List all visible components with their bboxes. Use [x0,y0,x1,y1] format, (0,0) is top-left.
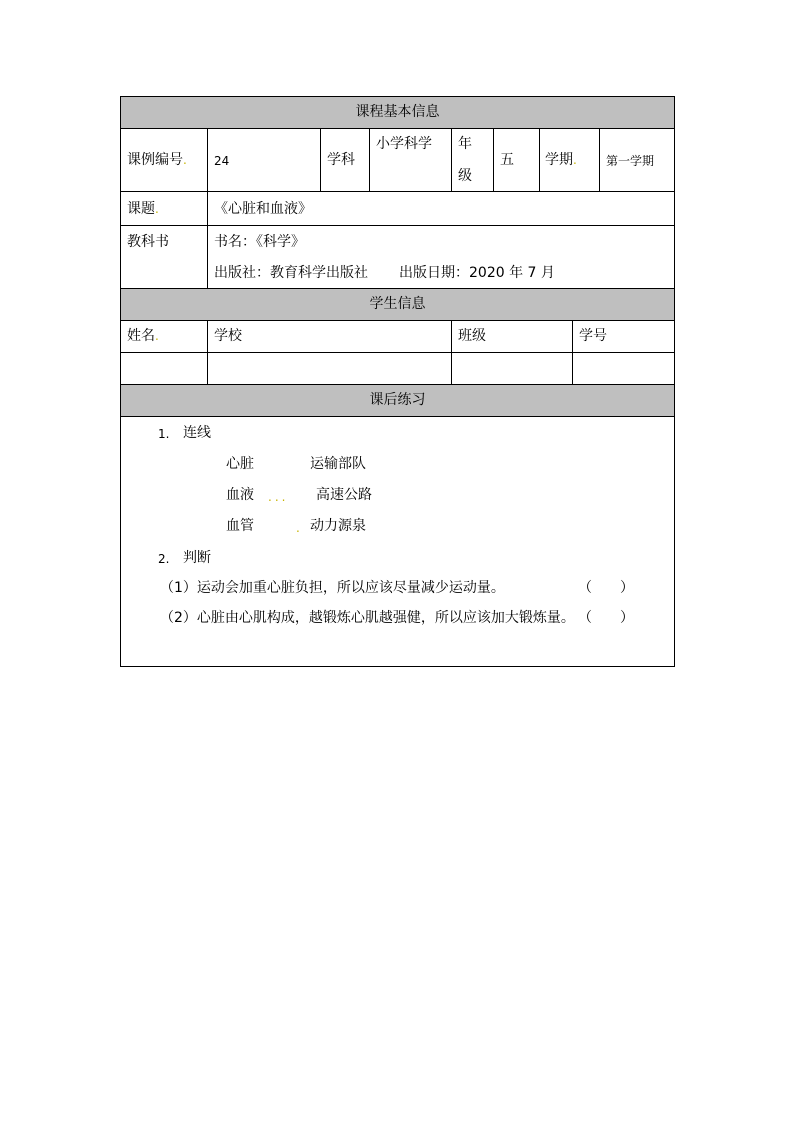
textbook-label: 教科书 [127,234,169,250]
exercise-title: 课后练习 [369,392,426,408]
connector-dot: . [296,521,300,535]
school-input-cell[interactable] [208,353,451,384]
grade-value: 五 [500,152,514,168]
right-item-power[interactable]: 动力源泉 [310,518,366,534]
case-no-label: 课例编号. [127,152,187,168]
right-item-highway[interactable]: 高速公路 [316,487,372,503]
term-value: 第一学期 [606,154,655,168]
q2-number: 2. [158,552,170,566]
term-label: 学期. [545,152,577,168]
subject-label: 学科 [327,152,355,168]
grade-label-line2: 级 [458,168,472,184]
book-name: 书名：《科学》 [214,234,305,250]
left-item-blood[interactable]: 血液 [226,487,254,503]
connector-dots: ... [268,490,289,504]
student-info-title: 学生信息 [369,296,426,312]
grade-label-line1: 年 [458,136,472,152]
name-input-cell[interactable] [121,353,207,384]
student-no-label: 学号 [579,328,607,344]
q1-number: 1. [158,427,170,441]
publisher: 出版社：教育科学出版社 [214,265,368,281]
case-no-value: 24 [214,154,230,168]
left-item-heart[interactable]: 心脏 [226,456,254,472]
class-input-cell[interactable] [452,353,572,384]
course-info-title: 课程基本信息 [355,104,440,120]
right-item-transport[interactable]: 运输部队 [310,456,366,472]
left-item-vessel[interactable]: 血管 [226,518,254,534]
statement-1: （1）运动会加重心脏负担，所以应该尽量减少运动量。 [160,580,505,596]
q2-title: 判断 [183,550,211,566]
statement-2: （2）心脏由心肌构成，越锻炼心肌越强健，所以应该加大锻炼量。 [160,610,575,626]
school-label: 学校 [214,328,242,344]
topic-value: 《心脏和血液》 [214,201,312,217]
q1-title: 连线 [183,425,211,441]
topic-label: 课题. [127,201,159,217]
answer-blank-1[interactable]: （ ） [578,580,634,596]
publish-date: 出版日期：2020 年 7 月 [399,265,555,281]
student-no-input-cell[interactable] [573,353,674,384]
name-label: 姓名. [127,328,159,344]
subject-value: 小学科学 [376,136,432,152]
worksheet-table [120,96,675,667]
answer-blank-2[interactable]: （ ） [578,610,634,626]
class-label: 班级 [458,328,486,344]
